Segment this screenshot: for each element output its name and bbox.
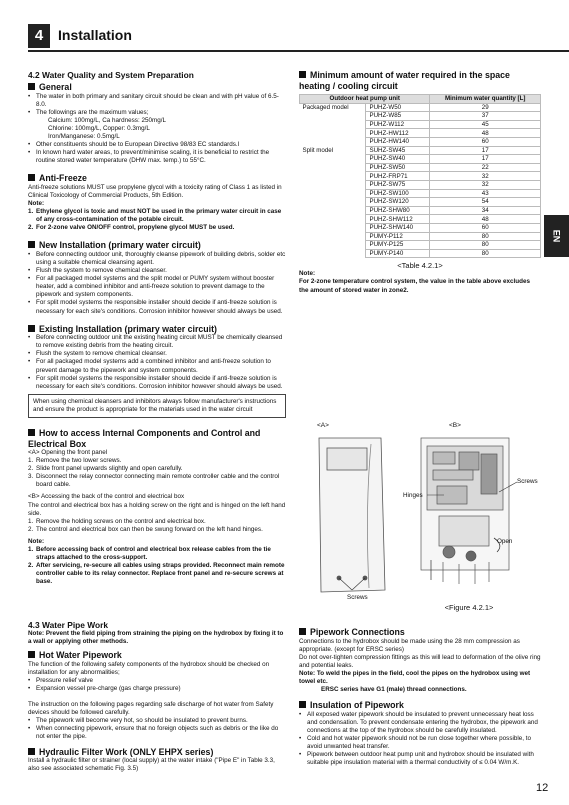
table-cell-quantity: 34 — [430, 206, 541, 215]
list-item: 1. Remove the two lower screws. — [28, 457, 122, 465]
general-heading — [28, 82, 286, 93]
section-title: 4.2 Water Quality and System Preparation — [28, 70, 194, 80]
table-cell-model: PUHZ-SW100 — [366, 189, 430, 198]
insulation-title: Insulation of Pipework — [310, 700, 404, 711]
note-text: Before accessing back of control and electrical box release cables from the tie straps attached to the cross-support. — [36, 546, 271, 562]
table-cell-model: PUHZ-SW120 — [366, 198, 430, 207]
table-cell-quantity: 37 — [430, 112, 541, 121]
list-item: • When connecting pipework, ensure that no foreign objects such as debris or the like do not enter the pipe. — [28, 725, 286, 741]
access-heading — [28, 428, 286, 449]
note-text: Ethylene glycol is toxic and must NOT be used in the primary water circuit in case of any cross-contamination of the potable circuit. — [36, 208, 282, 224]
table-cell-group — [300, 180, 366, 189]
table-row — [300, 189, 541, 198]
water-quantity-table — [299, 94, 541, 258]
table-cell-group — [300, 241, 366, 250]
table-cell-model: PUHZ-HW140 — [366, 137, 430, 146]
note-text: Note: Prevent the field piping from straining the piping on the hydrobox by fixing it to a wall or applying other methods. — [28, 630, 284, 646]
existing-installation-heading — [28, 324, 286, 335]
list-item: • The pipework will become very hot, so should be insulated to prevent burns. — [28, 717, 286, 725]
limit-value: Iron/Manganese: 0.5mg/L — [48, 132, 120, 140]
table-cell-group — [300, 155, 366, 164]
pipework-title: Pipework Connections — [310, 627, 405, 637]
paragraph: <A> Opening the front panel — [28, 449, 108, 456]
list-item: 3. Disconnect the relay connector connecting main remote controller cable and the control board cable. — [28, 473, 280, 489]
section-title: 4.3 Water Pipe Work — [28, 620, 109, 630]
list-item: 1. Before accessing back of control and electrical box release cables from the tie straps attached to the cross-support. — [28, 546, 271, 562]
table-cell-quantity: 17 — [430, 146, 541, 155]
table-header: Minimum water quantity [L] — [430, 95, 541, 104]
limit-value: Calcium: 100mg/L, Ca hardness: 250mg/L — [48, 116, 166, 124]
table-cell-group — [300, 129, 366, 138]
table-row — [300, 241, 541, 250]
table-cell-quantity: 80 — [430, 241, 541, 250]
unit-front-view — [319, 438, 385, 592]
table-cell-quantity: 17 — [430, 155, 541, 164]
new-installation-title: New Installation (primary water circuit) — [39, 240, 201, 251]
list-item: • Before connecting outdoor unit the existing heating circuit MUST be chemically cleansed to remove existing debris from the heating circuit. — [28, 334, 286, 350]
limit-value: Chlorine: 100mg/L, Copper: 0.3mg/L — [48, 124, 150, 132]
pipework-section — [299, 627, 541, 767]
chapter-title: Installation — [58, 27, 132, 43]
table-cell-model: PUHZ-W50 — [366, 103, 430, 112]
table-cell-quantity: 60 — [430, 137, 541, 146]
paragraph: Do not over-tighten compression fittings as this will lead to deformation of the olive ring and potential leaks. — [299, 653, 541, 669]
table-cell-quantity: 48 — [430, 129, 541, 138]
figure-label-b: <B> — [449, 422, 461, 429]
table-note: For 2-zone temperature control system, the value in the table above excludes the amount of stored water in zone2. — [299, 278, 530, 294]
square-bullet-icon — [28, 174, 35, 181]
table-cell-group — [300, 172, 366, 181]
table-cell-group — [300, 249, 366, 258]
list-item: • The followings are the maximum values; — [28, 109, 286, 117]
table-row — [300, 163, 541, 172]
list-item: • In known hard water areas, to prevent/minimise scaling, it is beneficial to restrict the routine stored water temperature (DHW max. temp.) to 55°C. — [28, 149, 286, 165]
table-cell-model: SUHZ-SW45 — [366, 146, 430, 155]
table-cell-group — [300, 137, 366, 146]
table-cell-group — [300, 206, 366, 215]
table-cell-model: PUHZ-SHW80 — [366, 206, 430, 215]
list-item: 2. Slide front panel upwards slightly and open carefully. — [28, 465, 183, 473]
table-row — [300, 120, 541, 129]
table-cell-group — [300, 232, 366, 241]
table-row — [300, 215, 541, 224]
hydrobox-illustration — [299, 420, 541, 615]
chapter-number: 4 — [28, 24, 50, 48]
list-item: • Other constituents should be to European Directive 98/83 EC standards.l — [28, 141, 286, 149]
hydraulic-filter-heading — [28, 747, 286, 758]
table-row — [300, 129, 541, 138]
list-item: • Flush the system to remove chemical cleanser. — [28, 267, 286, 275]
paragraph: Install a hydraulic filter or strainer (local supply) at the water intake ("Pipe E" in Table 3.3, also see associated schematic Fig. 3.5) — [28, 757, 275, 773]
list-item: 2. The control and electrical box can then be swung forward on the left hand hinges. — [28, 525, 263, 533]
hydraulic-filter-title: Hydraulic Filter Work (ONLY EHPX series) — [39, 746, 214, 757]
table-cell-group: Split model — [300, 146, 366, 155]
table-cell-group — [300, 120, 366, 129]
square-bullet-icon — [299, 701, 306, 708]
table-cell-model: PUHZ-W112 — [366, 120, 430, 129]
table-row — [300, 206, 541, 215]
section-4-3 — [28, 620, 286, 773]
table-cell-quantity: 22 — [430, 163, 541, 172]
existing-installation-title: Existing Installation (primary water circuit) — [39, 323, 217, 334]
list-item: • For split model systems the responsible installer should decide if anti-freeze solution is necessary for each site's conditions. Corrosion inhibitor however should always be used. — [28, 375, 286, 391]
paragraph: <B> Accessing the back of the control and electrical box — [28, 493, 185, 501]
table-cell-group — [300, 163, 366, 172]
open-label: Open — [497, 538, 513, 545]
unit-open-view — [421, 438, 509, 584]
paragraph: The instruction on the following pages regarding safe discharge of hot water from Safety devices should be followed carefully. — [28, 701, 274, 717]
note-label: Note: — [28, 537, 45, 545]
list-item: • For all packaged model systems and the split model or PUMY system without booster heater, add a combined inhibitor and anti-freeze solution to prevent damage to the pipework and system components. — [28, 275, 286, 299]
table-cell-model: PUMY-P112 — [366, 232, 430, 241]
general-title: General — [39, 82, 72, 92]
new-installation-heading — [28, 240, 286, 251]
table-cell-model: PUHZ-SHW140 — [366, 223, 430, 232]
list-item: 2. For 2-zone valve ON/OFF control, propylene glycol MUST be used. — [28, 224, 235, 232]
table-cell-quantity: 32 — [430, 172, 541, 181]
table-cell-model: PUMY-P125 — [366, 241, 430, 250]
pipework-heading — [299, 627, 541, 638]
note-text: For 2-zone valve ON/OFF control, propylene glycol MUST be used. — [36, 224, 235, 232]
table-row — [300, 198, 541, 207]
hinges-label: Hinges — [403, 492, 423, 499]
paragraph: Connections to the hydrobox should be made using the 28 mm compression as appropriate. (except for ERSC series) — [299, 637, 520, 653]
square-bullet-icon — [299, 628, 306, 635]
hot-water-title: Hot Water Pipework — [39, 650, 122, 661]
table-cell-quantity: 29 — [430, 103, 541, 112]
square-bullet-icon — [28, 429, 35, 436]
list-item: • Pressure relief valve — [28, 677, 286, 685]
table-cell-quantity: 43 — [430, 189, 541, 198]
table-cell-quantity: 32 — [430, 180, 541, 189]
paragraph: The control and electrical box has a holding screw on the right and is hinged on the left hand side. — [28, 501, 286, 517]
list-item: • Cold and hot water pipework should not be run close together where possible, to avoid unwanted heat transfer. — [299, 735, 541, 751]
table-cell-group: Packaged model — [300, 103, 366, 112]
table-cell-model: PUHZ-HW112 — [366, 129, 430, 138]
table-cell-model: PUHZ-SW75 — [366, 180, 430, 189]
antifreeze-title: Anti-Freeze — [39, 173, 87, 184]
list-item: • Expansion vessel pre-charge (gas charge pressure) — [28, 685, 286, 693]
chapter-header — [28, 24, 569, 52]
table-row — [300, 249, 541, 258]
table-row — [300, 146, 541, 155]
square-bullet-icon — [28, 241, 35, 248]
list-item: • Pipework between outdoor heat pump unit and hydrobox should be insulated with suitable pipe insulation material with a thermal conductivity of ≤ 0.04 W/m.K. — [299, 751, 541, 767]
list-item: • For split model systems the responsible installer should decide if anti-freeze solution is necessary for each site's conditions. Corrosion inhibitor however should always be used. — [28, 299, 286, 315]
table-cell-model: PUMY-P140 — [366, 249, 430, 258]
table-row — [300, 180, 541, 189]
table-cell-group — [300, 223, 366, 232]
screws-label: Screws — [347, 594, 368, 601]
figure-4-2-1 — [299, 420, 541, 615]
table-cell-quantity: 54 — [430, 198, 541, 207]
list-item: 2. After servicing, re-secure all cables using straps provided. Reconnect main remote controller cable to its relay connector. Replace front panel and re-secure screws at base. — [28, 562, 285, 586]
list-item: • Flush the system to remove chemical cleanser. — [28, 350, 286, 358]
square-bullet-icon — [28, 748, 35, 755]
table-row — [300, 232, 541, 241]
table-row — [300, 155, 541, 164]
list-item: 1. Ethylene glycol is toxic and must NOT be used in the primary water circuit in case of any cross-contamination of the potable circuit. — [28, 208, 282, 224]
table-cell-quantity: 80 — [430, 232, 541, 241]
hot-water-heading — [28, 650, 286, 661]
antifreeze-heading — [28, 173, 286, 184]
table-cell-quantity: 45 — [430, 120, 541, 129]
table-heading — [299, 70, 541, 91]
table-row — [300, 172, 541, 181]
note-text: ERSC series have G1 (male) thread connections. — [321, 686, 467, 694]
access-title: How to access Internal Components and Control and Electrical Box — [28, 428, 261, 449]
table-title: Minimum amount of water required in the space heating / cooling circuit — [299, 70, 510, 91]
list-item: • For all packaged model systems add a combined inhibitor and anti-freeze solution to prevent damage to the pipework and system components. — [28, 358, 286, 374]
table-cell-quantity: 60 — [430, 223, 541, 232]
table-cell-group — [300, 189, 366, 198]
table-row — [300, 103, 541, 112]
language-tab-label: EN — [551, 229, 562, 243]
table-cell-group — [300, 112, 366, 121]
screws-b-label: Screws — [517, 478, 538, 485]
note-label: Note: — [28, 200, 45, 208]
list-item: • All exposed water pipework should be insulated to prevent unnecessary heat loss and condensation. To prevent condensate entering the hydrobox, the pipework and connections at the top of the hydrobox should be carefully insulated. — [299, 711, 541, 735]
table-cell-model: PUHZ-SW40 — [366, 155, 430, 164]
table-cell-model: PUHZ-W85 — [366, 112, 430, 121]
square-bullet-icon — [28, 83, 35, 90]
table-row — [300, 137, 541, 146]
paragraph: The function of the following safety components of the hydrobox should be checked on installation for any abnormalities; — [28, 660, 270, 676]
note-text: Note: To weld the pipes in the field, cool the pipes on the hydrobox using wet towel etc. — [299, 669, 531, 685]
table-header: Outdoor heat pump unit — [300, 95, 430, 104]
table-cell-group — [300, 215, 366, 224]
caution-box: When using chemical cleansers and inhibitors always follow manufacturer's instructions and ensure the product is appropriate for the materials used in the water circuit — [28, 394, 286, 418]
step-text: The control and electrical box can then be swung forward on the left hand hinges. — [36, 525, 263, 533]
note-text: After servicing, re-secure all cables using straps provided. Reconnect main remote controller cable to its relay connector. Replace front panel and re-secure screws at base. — [36, 562, 285, 586]
table-row — [300, 112, 541, 121]
paragraph: Anti-freeze solutions MUST use propylene glycol with a toxicity rating of Class 1 as listed in Clinical Toxicology of Commercial Products, 5th Edition. — [28, 183, 282, 199]
insulation-heading — [299, 700, 541, 711]
language-tab — [544, 215, 569, 257]
step-text: Slide front panel upwards slightly and open carefully. — [36, 465, 183, 473]
square-bullet-icon — [28, 325, 35, 332]
note-label: Note: — [299, 270, 316, 278]
table-cell-model: PUHZ-FRP71 — [366, 172, 430, 181]
step-text: Remove the holding screws on the control and electrical box. — [36, 517, 206, 525]
table-cell-quantity: 80 — [430, 249, 541, 258]
list-item: • Before connecting outdoor unit, thoroughly cleanse pipework of building debris, solder etc using a suitable chemical cleansing agent. — [28, 251, 286, 267]
step-text: Remove the two lower screws. — [36, 457, 122, 465]
table-cell-model: PUHZ-SW50 — [366, 163, 430, 172]
table-cell-model: PUHZ-SHW112 — [366, 215, 430, 224]
step-text: Disconnect the relay connector connecting main remote controller cable and the control board cable. — [36, 473, 280, 489]
figure-label-a: <A> — [317, 422, 329, 429]
list-item: 1. Remove the holding screws on the control and electrical box. — [28, 517, 206, 525]
table-cell-quantity: 48 — [430, 215, 541, 224]
section-4-2 — [28, 70, 286, 587]
square-bullet-icon — [28, 651, 35, 658]
page-number: 12 — [536, 782, 549, 794]
list-item: • The water in both primary and sanitary circuit should be clean and with pH value of 6.5-8.0. — [28, 93, 286, 109]
water-table-section — [299, 70, 541, 295]
table-row — [300, 223, 541, 232]
table-caption: <Table 4.2.1> — [397, 261, 443, 271]
square-bullet-icon — [299, 71, 306, 78]
table-cell-group — [300, 198, 366, 207]
figure-caption: <Figure 4.2.1> — [444, 603, 494, 612]
